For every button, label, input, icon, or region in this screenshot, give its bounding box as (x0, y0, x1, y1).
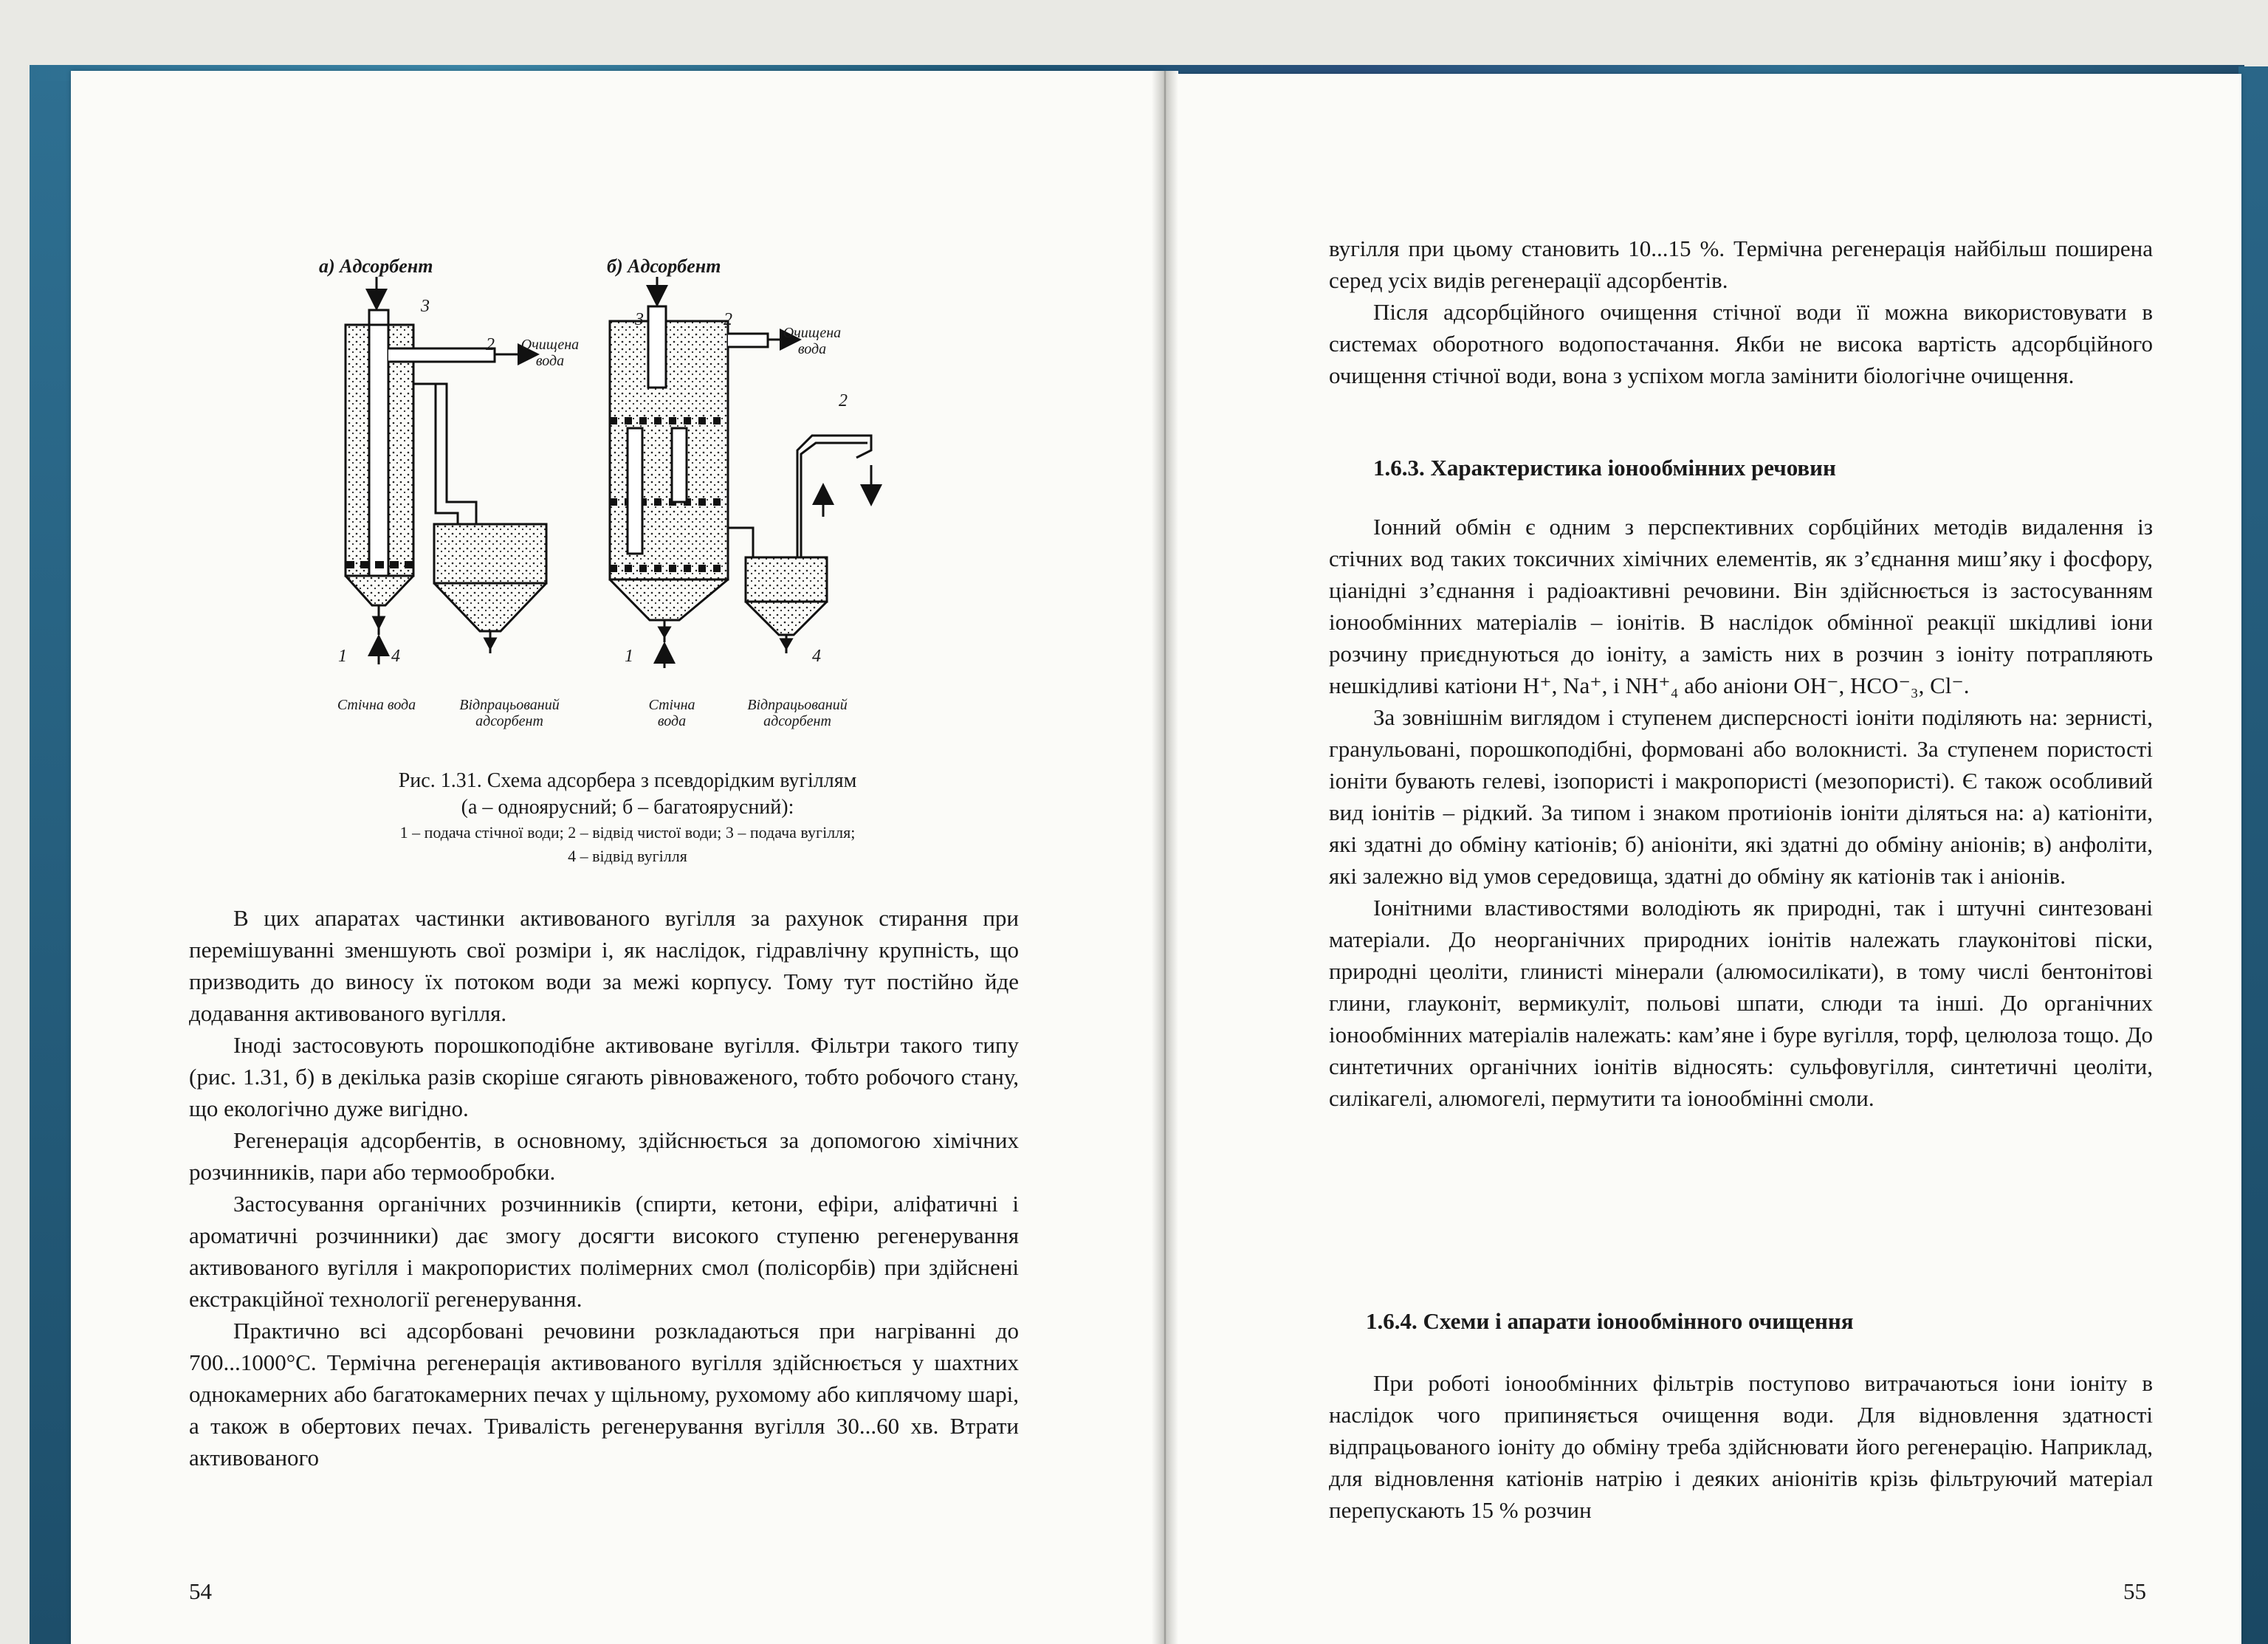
paragraph: вугілля при цьому становить 10...15 %. Термічна регенерація найбільш поширена серед усіх видів регенерації адсорбентів. (1329, 235, 2153, 293)
caption-line-2: (а – одноярусний; б – багатоярусний): (461, 796, 794, 819)
page-number-right: 55 (2123, 1578, 2146, 1604)
section-heading-1-6-3: 1.6.3. Характеристика іонообмінних речовин (1373, 455, 1836, 481)
settling-tank-a (434, 524, 546, 583)
settling-tank-b (746, 557, 827, 602)
wastewater-label-a: Стічна вода (337, 697, 416, 713)
paragraph: Практично всі адсорбовані речовини розкладаються при нагріванні до 700...1000°С. Термічна регенерація активованого вугілля здійснюється у шахтних однокамерних або багатокамерних печах у щільному, рухомому або киплячому шарі, а також в обертових печах. Тривалість регенерування вугілля 30...60 хв. Втрати активованого (189, 1318, 1019, 1471)
section-1-6-3-body (1329, 511, 2153, 1114)
paragraph: Після адсорбційного очищення стічної води її можна використовувати в системах оборотного водопостачання. Якби не висока вартість адсорбційного очищення стічної води, вона з успіхом могла замінити біологічне очищення. (1329, 299, 2153, 388)
label-num-3b: 3 (635, 310, 644, 329)
label-num-1a: 1 (338, 647, 347, 666)
label-num-4a: 4 (391, 647, 400, 666)
wastewater-label-b: Стічна вода (648, 697, 695, 729)
right-page-intro (1329, 233, 2153, 391)
page-number-left: 54 (189, 1578, 212, 1604)
label-num-2b-return: 2 (839, 391, 848, 410)
label-num-2a: 2 (486, 335, 495, 354)
spent-adsorbent-label-b: Відпрацьований адсорбент (747, 697, 848, 729)
label-num-2b: 2 (724, 310, 732, 329)
paragraph: Застосування органічних розчинників (спирти, кетони, ефіри, аліфатичні і ароматичні розчинники) дає змогу досягти високого ступеню регенерування активованого вугілля і макропористих полімерних смол (полісорбів) при здійснені екстракційної технології регенерування. (189, 1191, 1019, 1312)
book-gutter (1152, 71, 1178, 1644)
paragraph: При роботі іонообмінних фільтрів поступово витрачаються іони іоніту в наслідок чого припиняється очищення води. Для відновлення здатності відпрацьованого іоніту до обміну треба здійснювати його регенерацію. Наприклад, для відновлення катіонів натрію і деяких аніонітів крізь фільтруючий матеріал перепускають 15 % розчин (1329, 1370, 2153, 1523)
coal-hopper-a (369, 310, 388, 325)
section-1-6-4-body (1329, 1367, 2153, 1526)
section-heading-1-6-4: 1.6.4. Схеми і апарати іонообмінного очищення (1366, 1308, 1854, 1334)
caption-line-4: 4 – відвід вугілля (568, 847, 687, 865)
figure-title-a: а) Адсорбент (319, 255, 433, 277)
caption-line-3: 1 – подача стічної води; 2 – відвід чистої води; 3 – подача вугілля; (399, 823, 856, 842)
left-page-body (189, 902, 1019, 1473)
clean-water-label-a: Очищена вода (520, 337, 580, 369)
paragraph: В цих апаратах частинки активованого вугілля за рахунок стирання при перемішуванні зменшують свої розміри і, як наслідок, гідравлічну крупність, що призводить до виносу їх потоком води за межі корпусу. Тому тут постійно йде додавання активованого вугілля. (189, 905, 1019, 1026)
label-num-1b: 1 (625, 647, 633, 666)
figure-caption (221, 768, 1034, 868)
paragraph: Іонітними властивостями володіють як природні, так і штучні синтезовані матеріали. До неорганічних природних іонітів належать глауконітові піски, природні цеоліти, глинисті мінерали (алюмосилікати), в тому числі бентонітові глини, глауконіт, вермикуліт, польові шпати, слюди та інші. До органічних іонообмінних матеріалів належать: кам’яне і буре вугілля, торф, целюлоза тощо. До синтетичних органічних іонітів відносять: сульфовугілля, синтетичні цеоліти, силікагелі, алюмогелі, пермутити та іонообмінні смоли. (1329, 895, 2153, 1111)
paragraph: Іноді застосовують порошкоподібне активоване вугілля. Фільтри такого типу (рис. 1.31, б) в декілька разів скоріше сягають рівноваженого, тобто робочого стану, що екологічно дуже вигідно. (189, 1032, 1019, 1121)
coal-return-pipe-b (797, 436, 871, 557)
paragraph: Регенерація адсорбентів, в основному, здійснюється за допомогою хімічних розчинників, пари або термообробки. (189, 1127, 1019, 1185)
caption-line-1: Рис. 1.31. Схема адсорбера з псевдорідким вугіллям (398, 769, 857, 792)
label-num-3a: 3 (421, 297, 430, 316)
clean-water-label-b: Очищена вода (783, 325, 842, 357)
paragraph: За зовнішнім виглядом і ступенем дисперсності іоніти поділяють на: зернисті, гранульовані, порошкоподібні, формовані або волокнисті. За ступенем пористості іоніти бувають гелеві, ізопористі і макропористі (мезопористі). Є також особливий вид іонітів – рідкий. За типом і знаком протиіонів іоніти діляться на: а) катіоніти, які здатні до обміну катіонів; б) аніоніти, які здатні до обміну аніонів; в) анфоліти, які залежно від умов середовища, здатні до обміну як катіонів так і аніонів. (1329, 704, 2153, 889)
book-cover-edge-left (30, 81, 74, 1644)
spent-adsorbent-label-a: Відпрацьований адсорбент (459, 697, 560, 729)
book-cover-edge-right (2238, 66, 2268, 1644)
paragraph: Іонний обмін є одним з перспективних сорбційних методів видалення із стічних вод таких токсичних хімічних елементів, як з’єднання миш’яку і фосфору, ціанідні з’єднання і радіоактивні речовини. Він здійснюється із застосуванням іонообмінних матеріалів – іонітів. В наслідок обмінної реакції шкідливі іони розчину приєднуються до іоніту, а замість них в розчин з іоніту потрапляють нешкідливі катіони H⁺, Na⁺, і NH⁺₄ або аніони OH⁻, HCO⁻₃, Cl⁻. (1329, 514, 2153, 698)
label-num-4b: 4 (812, 647, 821, 666)
figure-title-b: б) Адсорбент (607, 255, 721, 277)
